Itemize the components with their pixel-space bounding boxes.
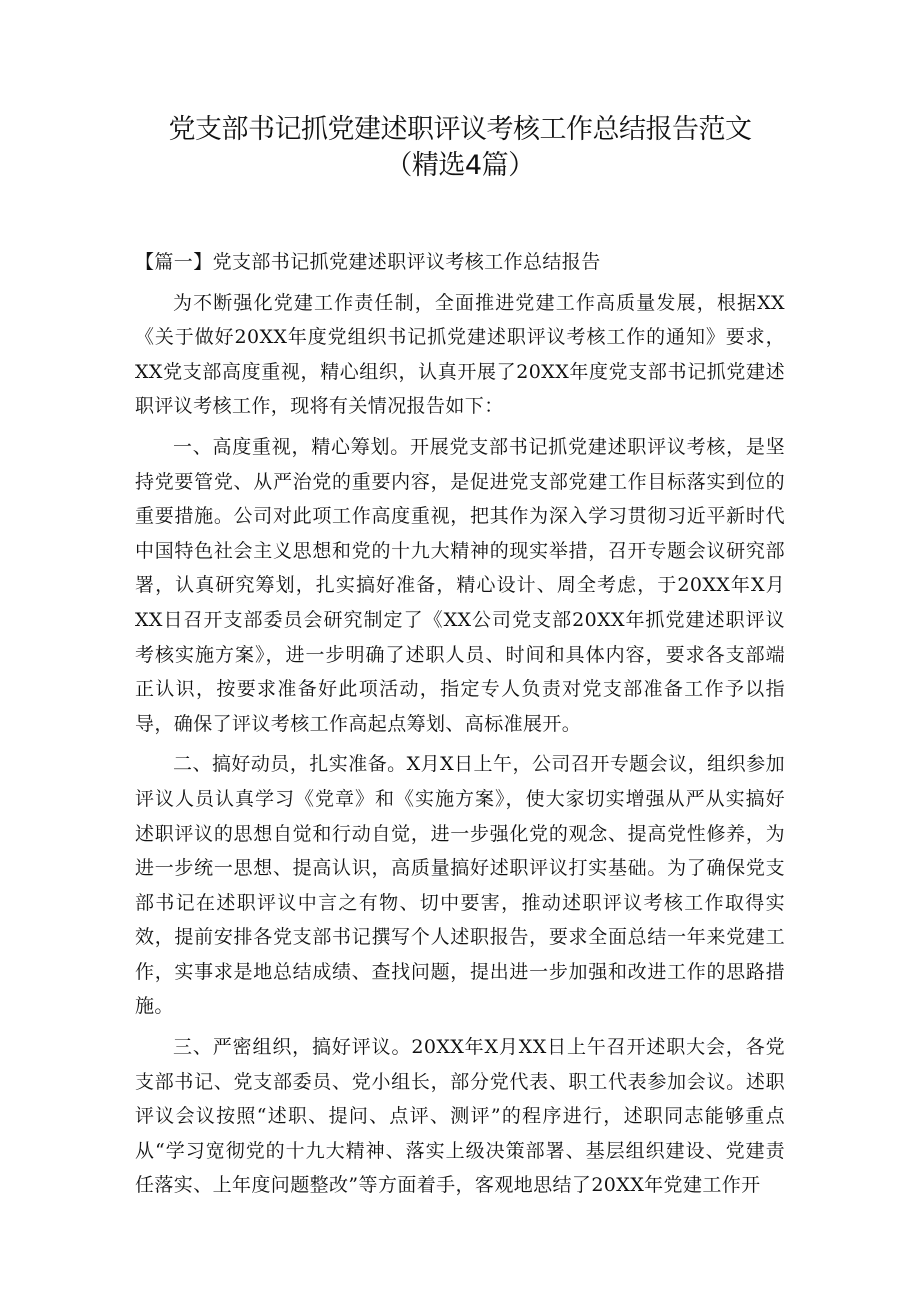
paragraph-section-2: 二、搞好动员，扎实准备。X月X日上午，公司召开专题会议，组织参加评议人员认真学习《党章》和《实施方案》，使大家切实增强从严从实搞好述职评议的思想自觉和行动自觉，进一步强化党的观念、提高党性修养，为进一步统一思想、提高认识，高质量搞好述职评议打实基础。为了确保党支部书记在述职评议中言之有物、切中要害，推动述职评议考核工作取得实效，提前安排各党支部书记撰写个人述职报告，要求全面总结一年来党建工作，实事求是地总结成绩、查找问题，提出进一步加强和改进工作的思路措施。 <box>135 753 785 1018</box>
paragraph-section-1: 一、高度重视，精心筹划。开展党支部书记抓党建述职评议考核，是坚持党要管党、从严治党的重要内容，是促进党支部党建工作目标落实到位的重要措施。公司对此项工作高度重视，把其作为深入学习贯彻习近平新时代中国特色社会主义思想和党的十九大精神的现实举措，召开专题会议研究部署，认真研究筹划，扎实搞好准备，精心设计、周全考虑，于20XX年X月XX日召开支部委员会研究制定了《XX公司党支部20XX年抓党建述职评议考核实施方案》，进一步明确了述职人员、时间和具体内容，要求各支部端正认识，按要求准备好此项活动，指定专人负责对党支部准备工作予以指导，确保了评议考核工作高起点筹划、高标准展开。 <box>135 435 785 735</box>
paragraph-section-3: 三、严密组织，搞好评议。20XX年X月XX日上午召开述职大会，各党支部书记、党支部委员、党小组长，部分党代表、职工代表参加会议。述职评议会议按照“述职、提问、点评、测评”的程序进行，述职同志能够重点从“学习宽彻党的十九大精神、落实上级决策部署、基层组织建设、党建责任落实、上年度问题整改”等方面着手，客观地思结了20XX年党建工作开 <box>135 1036 785 1197</box>
document-body <box>135 245 785 1209</box>
paragraph-intro: 为不断强化党建工作责任制，全面推进党建工作高质量发展，根据XX《关于做好20XX年度党组织书记抓党建述职评议考核工作的通知》要求，XX党支部高度重视，精心组织，认真开展了20XX年度党支部书记抓党建述职评议考核工作，现将有关情况报告如下： <box>135 291 785 418</box>
document-title: 党支部书记抓党建述职评议考核工作总结报告范文（精选4篇） <box>168 114 752 181</box>
section-heading: 【篇一】党支部书记抓党建述职评议考核工作总结报告 <box>135 251 601 273</box>
